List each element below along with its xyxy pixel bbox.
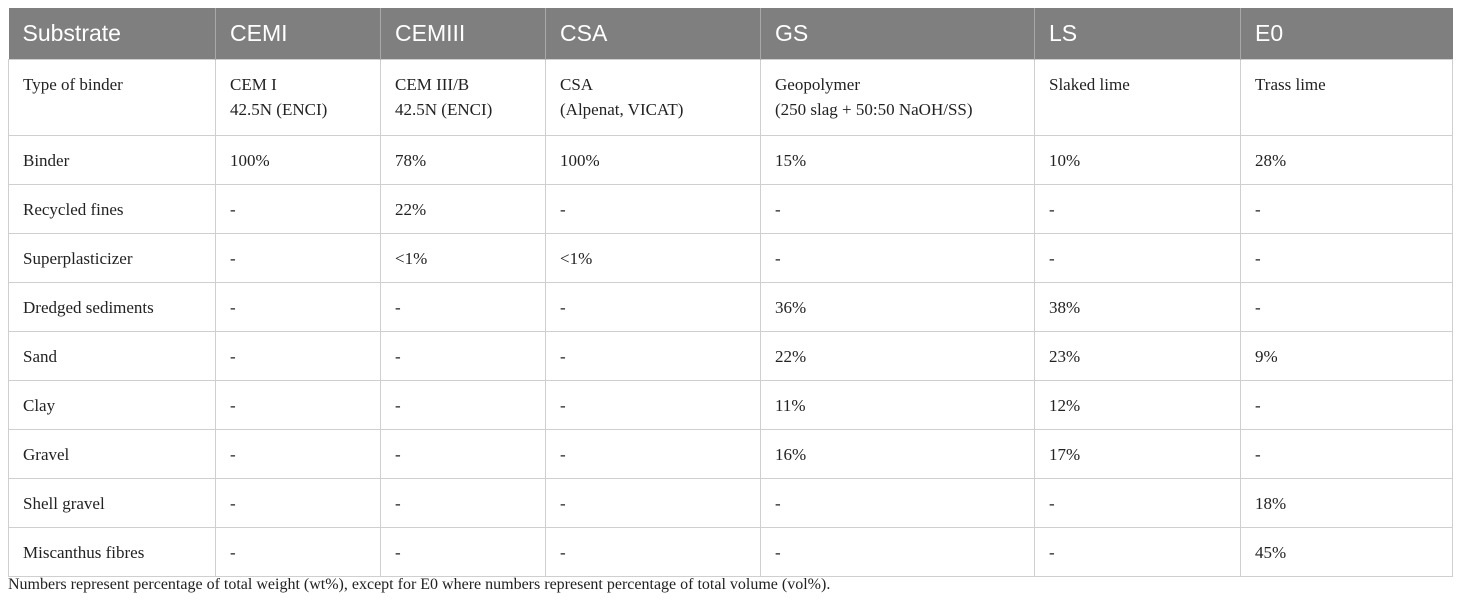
- table-cell: [761, 332, 1035, 381]
- table-cell: [216, 430, 381, 479]
- table-cell: [546, 283, 761, 332]
- table-cell: [1035, 136, 1241, 185]
- table-row: [9, 381, 1453, 430]
- row-label-cell: Miscanthus fibres: [9, 528, 216, 577]
- cell-text: 11%: [775, 396, 806, 415]
- table-cell: [1241, 479, 1453, 528]
- cell-text: 38%: [1049, 298, 1081, 317]
- table-row: [9, 185, 1453, 234]
- substrate-composition-table: [8, 8, 1453, 577]
- cell-text: -: [560, 200, 566, 219]
- table-cell: [1035, 528, 1241, 577]
- cell-text: 45%: [1255, 543, 1287, 562]
- table-cell: [216, 528, 381, 577]
- cell-text: -: [230, 396, 236, 415]
- table-cell: [546, 60, 761, 136]
- table-header-row: [9, 8, 1453, 60]
- table-cell: [546, 136, 761, 185]
- table-row: [9, 60, 1453, 136]
- cell-text: -: [1049, 543, 1055, 562]
- table-cell: [1241, 185, 1453, 234]
- table-cell: [1241, 381, 1453, 430]
- cell-text: <1%: [395, 249, 428, 268]
- table-cell: [1035, 381, 1241, 430]
- table-body: [9, 60, 1453, 577]
- cell-text: 23%: [1049, 347, 1081, 366]
- cell-text: -: [560, 298, 566, 317]
- table-cell: [1241, 60, 1453, 136]
- cell-text: -: [395, 396, 401, 415]
- header-cell: LS: [1035, 8, 1241, 60]
- cell-text: 100%: [230, 151, 270, 170]
- header-cell: CSA: [546, 8, 761, 60]
- table-cell: [1035, 185, 1241, 234]
- cell-text: 36%: [775, 298, 807, 317]
- cell-text: 22%: [395, 200, 427, 219]
- cell-text: 16%: [775, 445, 807, 464]
- table-cell: [216, 60, 381, 136]
- cell-text: Geopolymer: [775, 75, 860, 94]
- cell-text: -: [560, 543, 566, 562]
- cell-text: 42.5N (ENCI): [395, 100, 493, 119]
- cell-text: -: [230, 543, 236, 562]
- cell-text: -: [1049, 494, 1055, 513]
- table-row: [9, 479, 1453, 528]
- table-cell: [761, 479, 1035, 528]
- cell-text: 22%: [775, 347, 807, 366]
- cell-text: -: [1255, 396, 1261, 415]
- table-cell: [381, 430, 546, 479]
- table-cell: [1035, 479, 1241, 528]
- table-cell: [1241, 332, 1453, 381]
- row-label-cell: Recycled fines: [9, 185, 216, 234]
- table-cell: [216, 479, 381, 528]
- table-cell: [1035, 430, 1241, 479]
- cell-text: -: [230, 494, 236, 513]
- table-row: [9, 136, 1453, 185]
- cell-text: CEM III/B: [395, 75, 470, 94]
- table-cell: [381, 332, 546, 381]
- table-cell: [761, 234, 1035, 283]
- table-row: [9, 283, 1453, 332]
- cell-text: CEM I: [230, 75, 277, 94]
- cell-text: -: [395, 543, 401, 562]
- cell-text: -: [775, 249, 781, 268]
- table-cell: [381, 136, 546, 185]
- table-cell: [381, 283, 546, 332]
- table-cell: [546, 479, 761, 528]
- table-cell: [1241, 528, 1453, 577]
- table-cell: [216, 283, 381, 332]
- table-cell: [216, 332, 381, 381]
- cell-text: 15%: [775, 151, 807, 170]
- cell-text: (Alpenat, VICAT): [560, 100, 684, 119]
- row-label-cell: Binder: [9, 136, 216, 185]
- cell-text: (250 slag + 50:50 NaOH/SS): [775, 100, 973, 119]
- cell-text: -: [775, 200, 781, 219]
- table-cell: [1035, 234, 1241, 283]
- table-cell: [546, 430, 761, 479]
- cell-text: <1%: [560, 249, 593, 268]
- table-cell: [381, 234, 546, 283]
- row-label-cell: Clay: [9, 381, 216, 430]
- row-label-cell: Type of binder: [9, 60, 216, 136]
- cell-text: 9%: [1255, 347, 1278, 366]
- cell-text: -: [560, 347, 566, 366]
- header-cell: CEMI: [216, 8, 381, 60]
- cell-text: -: [230, 298, 236, 317]
- table-cell: [546, 381, 761, 430]
- cell-text: CSA: [560, 75, 594, 94]
- cell-text: -: [1255, 298, 1261, 317]
- table-cell: [761, 528, 1035, 577]
- table-cell: [546, 528, 761, 577]
- table-cell: [546, 234, 761, 283]
- table-cell: [1241, 234, 1453, 283]
- table-cell: [216, 234, 381, 283]
- table-cell: [216, 381, 381, 430]
- table-cell: [546, 332, 761, 381]
- header-cell: Substrate: [9, 8, 216, 60]
- row-label-cell: Shell gravel: [9, 479, 216, 528]
- table-cell: [1035, 283, 1241, 332]
- table-cell: [381, 185, 546, 234]
- table-cell: [1241, 136, 1453, 185]
- cell-text: -: [775, 494, 781, 513]
- row-label-cell: Gravel: [9, 430, 216, 479]
- cell-text: Trass lime: [1255, 75, 1326, 94]
- table-cell: [216, 185, 381, 234]
- row-label-cell: Sand: [9, 332, 216, 381]
- row-label-cell: Dredged sediments: [9, 283, 216, 332]
- table-cell: [761, 185, 1035, 234]
- header-cell: E0: [1241, 8, 1453, 60]
- cell-text: -: [775, 543, 781, 562]
- cell-text: 12%: [1049, 396, 1081, 415]
- table-cell: [381, 528, 546, 577]
- row-label-cell: Superplasticizer: [9, 234, 216, 283]
- table-cell: [1035, 332, 1241, 381]
- table-footnote: Numbers represent percentage of total weight (wt%), except for E0 where numbers represent percentage of total volume (vol%).: [8, 576, 831, 593]
- table-cell: [381, 60, 546, 136]
- cell-text: -: [230, 249, 236, 268]
- cell-text: -: [1255, 200, 1261, 219]
- table-cell: [761, 381, 1035, 430]
- cell-text: -: [560, 445, 566, 464]
- cell-text: -: [230, 200, 236, 219]
- cell-text: -: [395, 494, 401, 513]
- cell-text: -: [1255, 249, 1261, 268]
- cell-text: -: [395, 298, 401, 317]
- header-cell: CEMIII: [381, 8, 546, 60]
- cell-text: 78%: [395, 151, 427, 170]
- cell-text: -: [230, 445, 236, 464]
- table-row: [9, 528, 1453, 577]
- cell-text: -: [1255, 445, 1261, 464]
- table-cell: [381, 381, 546, 430]
- cell-text: 42.5N (ENCI): [230, 100, 328, 119]
- cell-text: 100%: [560, 151, 600, 170]
- cell-text: 28%: [1255, 151, 1287, 170]
- cell-text: 18%: [1255, 494, 1287, 513]
- table-cell: [1241, 430, 1453, 479]
- table-cell: [546, 185, 761, 234]
- cell-text: Slaked lime: [1049, 75, 1130, 94]
- cell-text: -: [230, 347, 236, 366]
- cell-text: -: [560, 396, 566, 415]
- table-cell: [1035, 60, 1241, 136]
- table-cell: [761, 283, 1035, 332]
- table-row: [9, 332, 1453, 381]
- table-cell: [381, 479, 546, 528]
- table-cell: [761, 136, 1035, 185]
- table-cell: [761, 60, 1035, 136]
- cell-text: -: [395, 347, 401, 366]
- cell-text: -: [395, 445, 401, 464]
- cell-text: 17%: [1049, 445, 1081, 464]
- table-cell: [216, 136, 381, 185]
- table-cell: [761, 430, 1035, 479]
- header-cell: GS: [761, 8, 1035, 60]
- cell-text: 10%: [1049, 151, 1081, 170]
- table-cell: [1241, 283, 1453, 332]
- cell-text: -: [560, 494, 566, 513]
- table-row: [9, 430, 1453, 479]
- cell-text: -: [1049, 200, 1055, 219]
- substrate-table-container: [8, 8, 1452, 577]
- table-row: [9, 234, 1453, 283]
- cell-text: -: [1049, 249, 1055, 268]
